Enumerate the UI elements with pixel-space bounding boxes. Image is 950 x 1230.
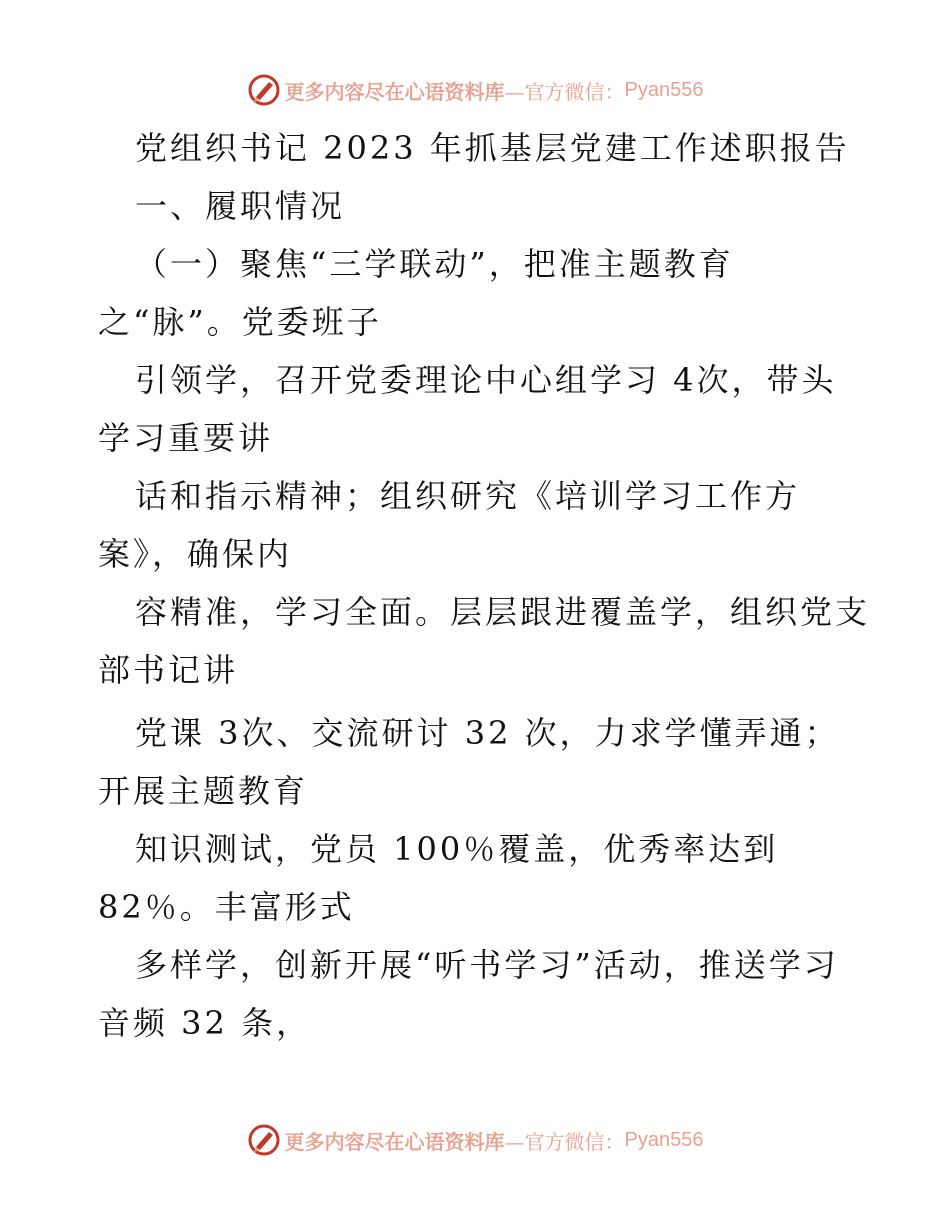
paragraph-line: 音频 32 条， [98, 1004, 312, 1042]
paragraph-line: 之“脉”。党委班子 [98, 303, 382, 341]
paragraph-line: 开展主题教育 [98, 772, 309, 810]
banner-title: 更多内容尽在心语资料库 [284, 1129, 505, 1154]
section-heading: 一、履职情况 [135, 187, 346, 225]
banner-wechat-id: Pyan556 [624, 78, 704, 101]
banner-title: 更多内容尽在心语资料库 [284, 79, 505, 104]
footer-watermark [0, 1120, 950, 1160]
paragraph-line: 引领学，召开党委理论中心组学习 4次，带头 [135, 361, 837, 399]
banner-subtitle: —官方微信： [504, 79, 625, 104]
paragraph-line: 学习重要讲 [98, 419, 274, 457]
paragraph-line: 部书记讲 [98, 651, 239, 689]
subsection-heading: （一）聚焦“三学联动”，把准主题教育 [135, 245, 734, 283]
document-title: 党组织书记 2023 年抓基层党建工作述职报告 [135, 129, 850, 167]
header-watermark [0, 70, 950, 110]
paragraph-line: 多样学，创新开展“听书学习”活动，推送学习 [135, 946, 839, 984]
paragraph-line: 案》，确保内 [98, 535, 293, 573]
paragraph-line: 话和指示精神；组织研究《培训学习工作方 [135, 477, 801, 515]
paragraph-line: 知识测试，党员 100％覆盖，优秀率达到 [135, 830, 779, 868]
pen-logo-icon [247, 73, 281, 107]
banner-wechat-id: Pyan556 [624, 1128, 704, 1151]
pen-logo-icon [247, 1123, 281, 1157]
banner-subtitle: —官方微信： [504, 1129, 625, 1154]
paragraph-line: 党课 3次、交流研讨 32 次，力求学懂弄通； [135, 714, 840, 752]
paragraph-line: 82％。丰富形式 [98, 888, 355, 926]
paragraph-line: 容精准，学习全面。层层跟进覆盖学，组织党支 [135, 593, 871, 631]
